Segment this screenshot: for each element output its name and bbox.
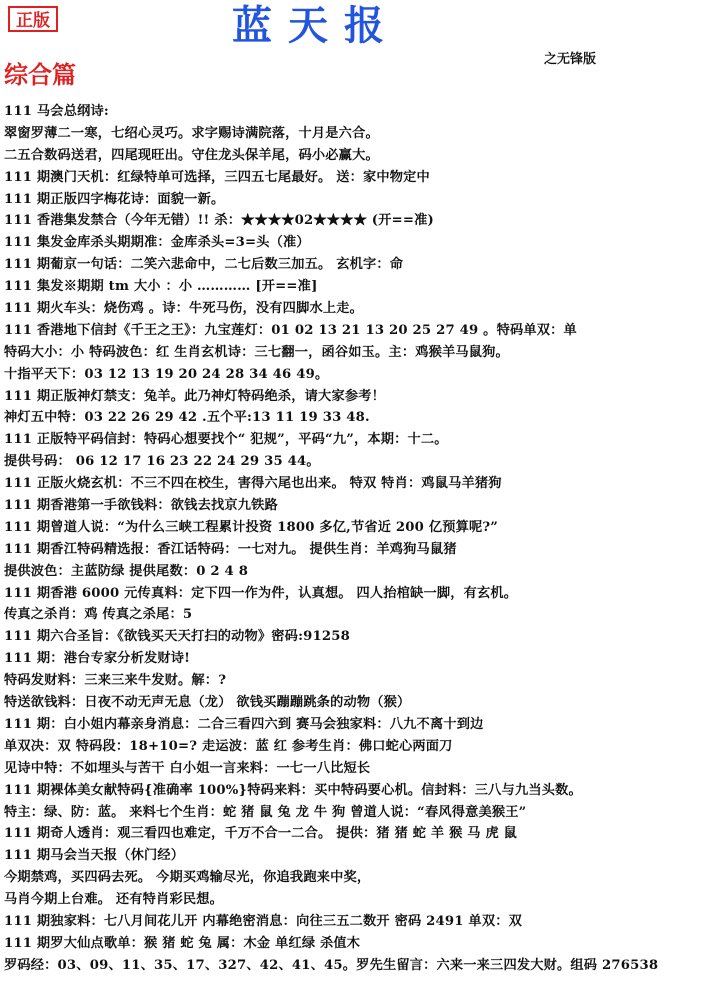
content-line: 二五合数码送君，四尾现旺出。守住龙头保羊尾，码小必赢大。 bbox=[4, 147, 379, 163]
content-line: 111 期澳门天机：红绿特单可选择，三四五七尾最好。 送：家中物定中 bbox=[4, 169, 430, 185]
content-line: 提供号码： 06 12 17 16 23 22 24 29 35 44。 bbox=[4, 454, 320, 470]
content-line: 特码发财料：三来三来牛发财。解：? bbox=[4, 673, 227, 689]
content-line: 111 期香江特码精选报：香江话特码：一七对九。 提供生肖：羊鸡狗马鼠猪 bbox=[4, 541, 457, 557]
content-line: 111 香港集发禁合（今年无错）!! 杀：★★★★02★★★★ (开==准) bbox=[4, 213, 434, 229]
content-line: 111 期正版神灯禁支：兔羊。此乃神灯特码绝杀，请大家参考！ bbox=[4, 388, 385, 404]
content-line: 111 集发※期期 tm 大小 ：小 ………… [开==准] bbox=[4, 279, 318, 295]
content-line: 111 期裸体美女献特码{准确率 100%}特码来料：买中特码要心机。信封料：三八与九当头数。 bbox=[4, 782, 582, 798]
content-line: 111 正版特平码信封：特码心想要找个“ 犯规”，平码“九”，本期：十二。 bbox=[4, 432, 448, 448]
edition-label: 之无锋版 bbox=[544, 52, 597, 67]
content-line: 111 期葡京一句话：二笑六悲命中，二七后数三加五。 玄机字：命 bbox=[4, 257, 404, 273]
content-line: 111 期马会当天报（休门经） bbox=[4, 848, 185, 864]
content-lines bbox=[4, 101, 700, 977]
content-line: 111 集发金库杀头期期准：金库杀头=3=头（准） bbox=[4, 235, 310, 251]
content-line: 111 期奇人透肖：观三看四也难定，千万不合一二合。 提供：猪 猪 蛇 羊 猴 马 虎 鼠 bbox=[4, 826, 518, 842]
content-line: 今期禁鸡，买四码去死。 今期买鸡输尽光，你追我跑来中奖， bbox=[4, 870, 371, 886]
content-line: 111 期正版四字梅花诗：面貌一新。 bbox=[4, 191, 225, 207]
content-line: 特主：绿、防：蓝。 来料七个生肖：蛇 猪 鼠 兔 龙 牛 狗 曾道人说：“春风得意美猴王” bbox=[4, 804, 527, 820]
content-line: 马肖今期上台难。 还有特肖彩民想。 bbox=[4, 892, 223, 908]
content-line: 提供波色：主蓝防绿 提供尾数：0 2 4 8 bbox=[4, 563, 249, 579]
content-line: 特码大小：小 特码波色：红 生肖玄机诗：三七翻一，函谷如玉。主：鸡猴羊马鼠狗。 bbox=[4, 344, 509, 360]
content-line: 111 期曾道人说：“为什么三峡工程累计投资 1800 多亿,节省近 200 亿预算呢?” bbox=[4, 519, 499, 535]
content-line: 111 正版火烧玄机：不三不四在校生，害得六尾也出来。 特双 特肖：鸡鼠马羊猪狗 bbox=[4, 476, 502, 492]
content-line: 见诗中特：不如埋头与苦干 白小姐一言来料：一七一八比短长 bbox=[4, 760, 371, 776]
content-line: 111 马会总纲诗: bbox=[4, 104, 109, 119]
newspaper-title: 蓝天报 bbox=[232, 2, 400, 49]
genuine-edition-stamp: 正版 bbox=[8, 6, 58, 32]
content-line: 特送欲钱料：日夜不动无声无息（龙） 欲钱买蹦蹦跳条的动物（猴） bbox=[4, 695, 411, 711]
content-line: 111 期：白小姐内幕亲身消息：二合三看四六到 赛马会独家料：八九不离十到边 bbox=[4, 716, 484, 732]
content-line: 单双决：双 特码段：18+10=? 走运波：蓝 红 参考生肖：佛口蛇心两面刀 bbox=[4, 738, 453, 754]
content-line: 传真之杀肖：鸡 传真之杀尾：5 bbox=[4, 607, 193, 623]
content-line: 神灯五中特：03 22 26 29 42 .五个平:13 11 19 33 48. bbox=[4, 410, 370, 426]
content-line: 111 期：港台专家分析发财诗! bbox=[4, 651, 191, 667]
content-line: 111 期独家料：七八月间花儿开 内幕绝密消息：向往三五二数开 密码 2491 单双：双 bbox=[4, 913, 522, 929]
content-line: 翠窗罗薄二一寒，七绍心灵巧。求字赐诗满院落，十月是六合。 bbox=[4, 125, 379, 141]
content-line: 111 期香港 6000 元传真料：定下四一作为件，认真想。 四人抬棺缺一脚，有玄机。 bbox=[4, 585, 518, 601]
content-line: 111 香港地下信封《千王之王》：九宝莲灯：01 02 13 21 13 20 25 27 49 。特码单双：单 bbox=[4, 322, 577, 338]
content-line: 111 期六合圣旨：《欲钱买天天打扫的动物》密码:91258 bbox=[4, 629, 351, 645]
content-line: 111 期罗大仙点歌单：猴 猪 蛇 兔 属：木金 单红绿 杀值木 bbox=[4, 935, 361, 951]
content-line: 111 期火车头：烧伤鸡 。诗：牛死马伤，没有四脚水上走。 bbox=[4, 301, 364, 317]
content-line: 十指平天下：03 12 13 19 20 24 28 34 46 49。 bbox=[4, 366, 329, 382]
content-line: 罗码经：03、09、11、35、17、327、42、41、45。罗先生留言：六来一来三四发大财。组码 276538 bbox=[4, 957, 659, 973]
section-heading: 综合篇 bbox=[4, 61, 76, 89]
content-line: 111 期香港第一手欲钱料：欲钱去找京九铁路 bbox=[4, 498, 278, 514]
